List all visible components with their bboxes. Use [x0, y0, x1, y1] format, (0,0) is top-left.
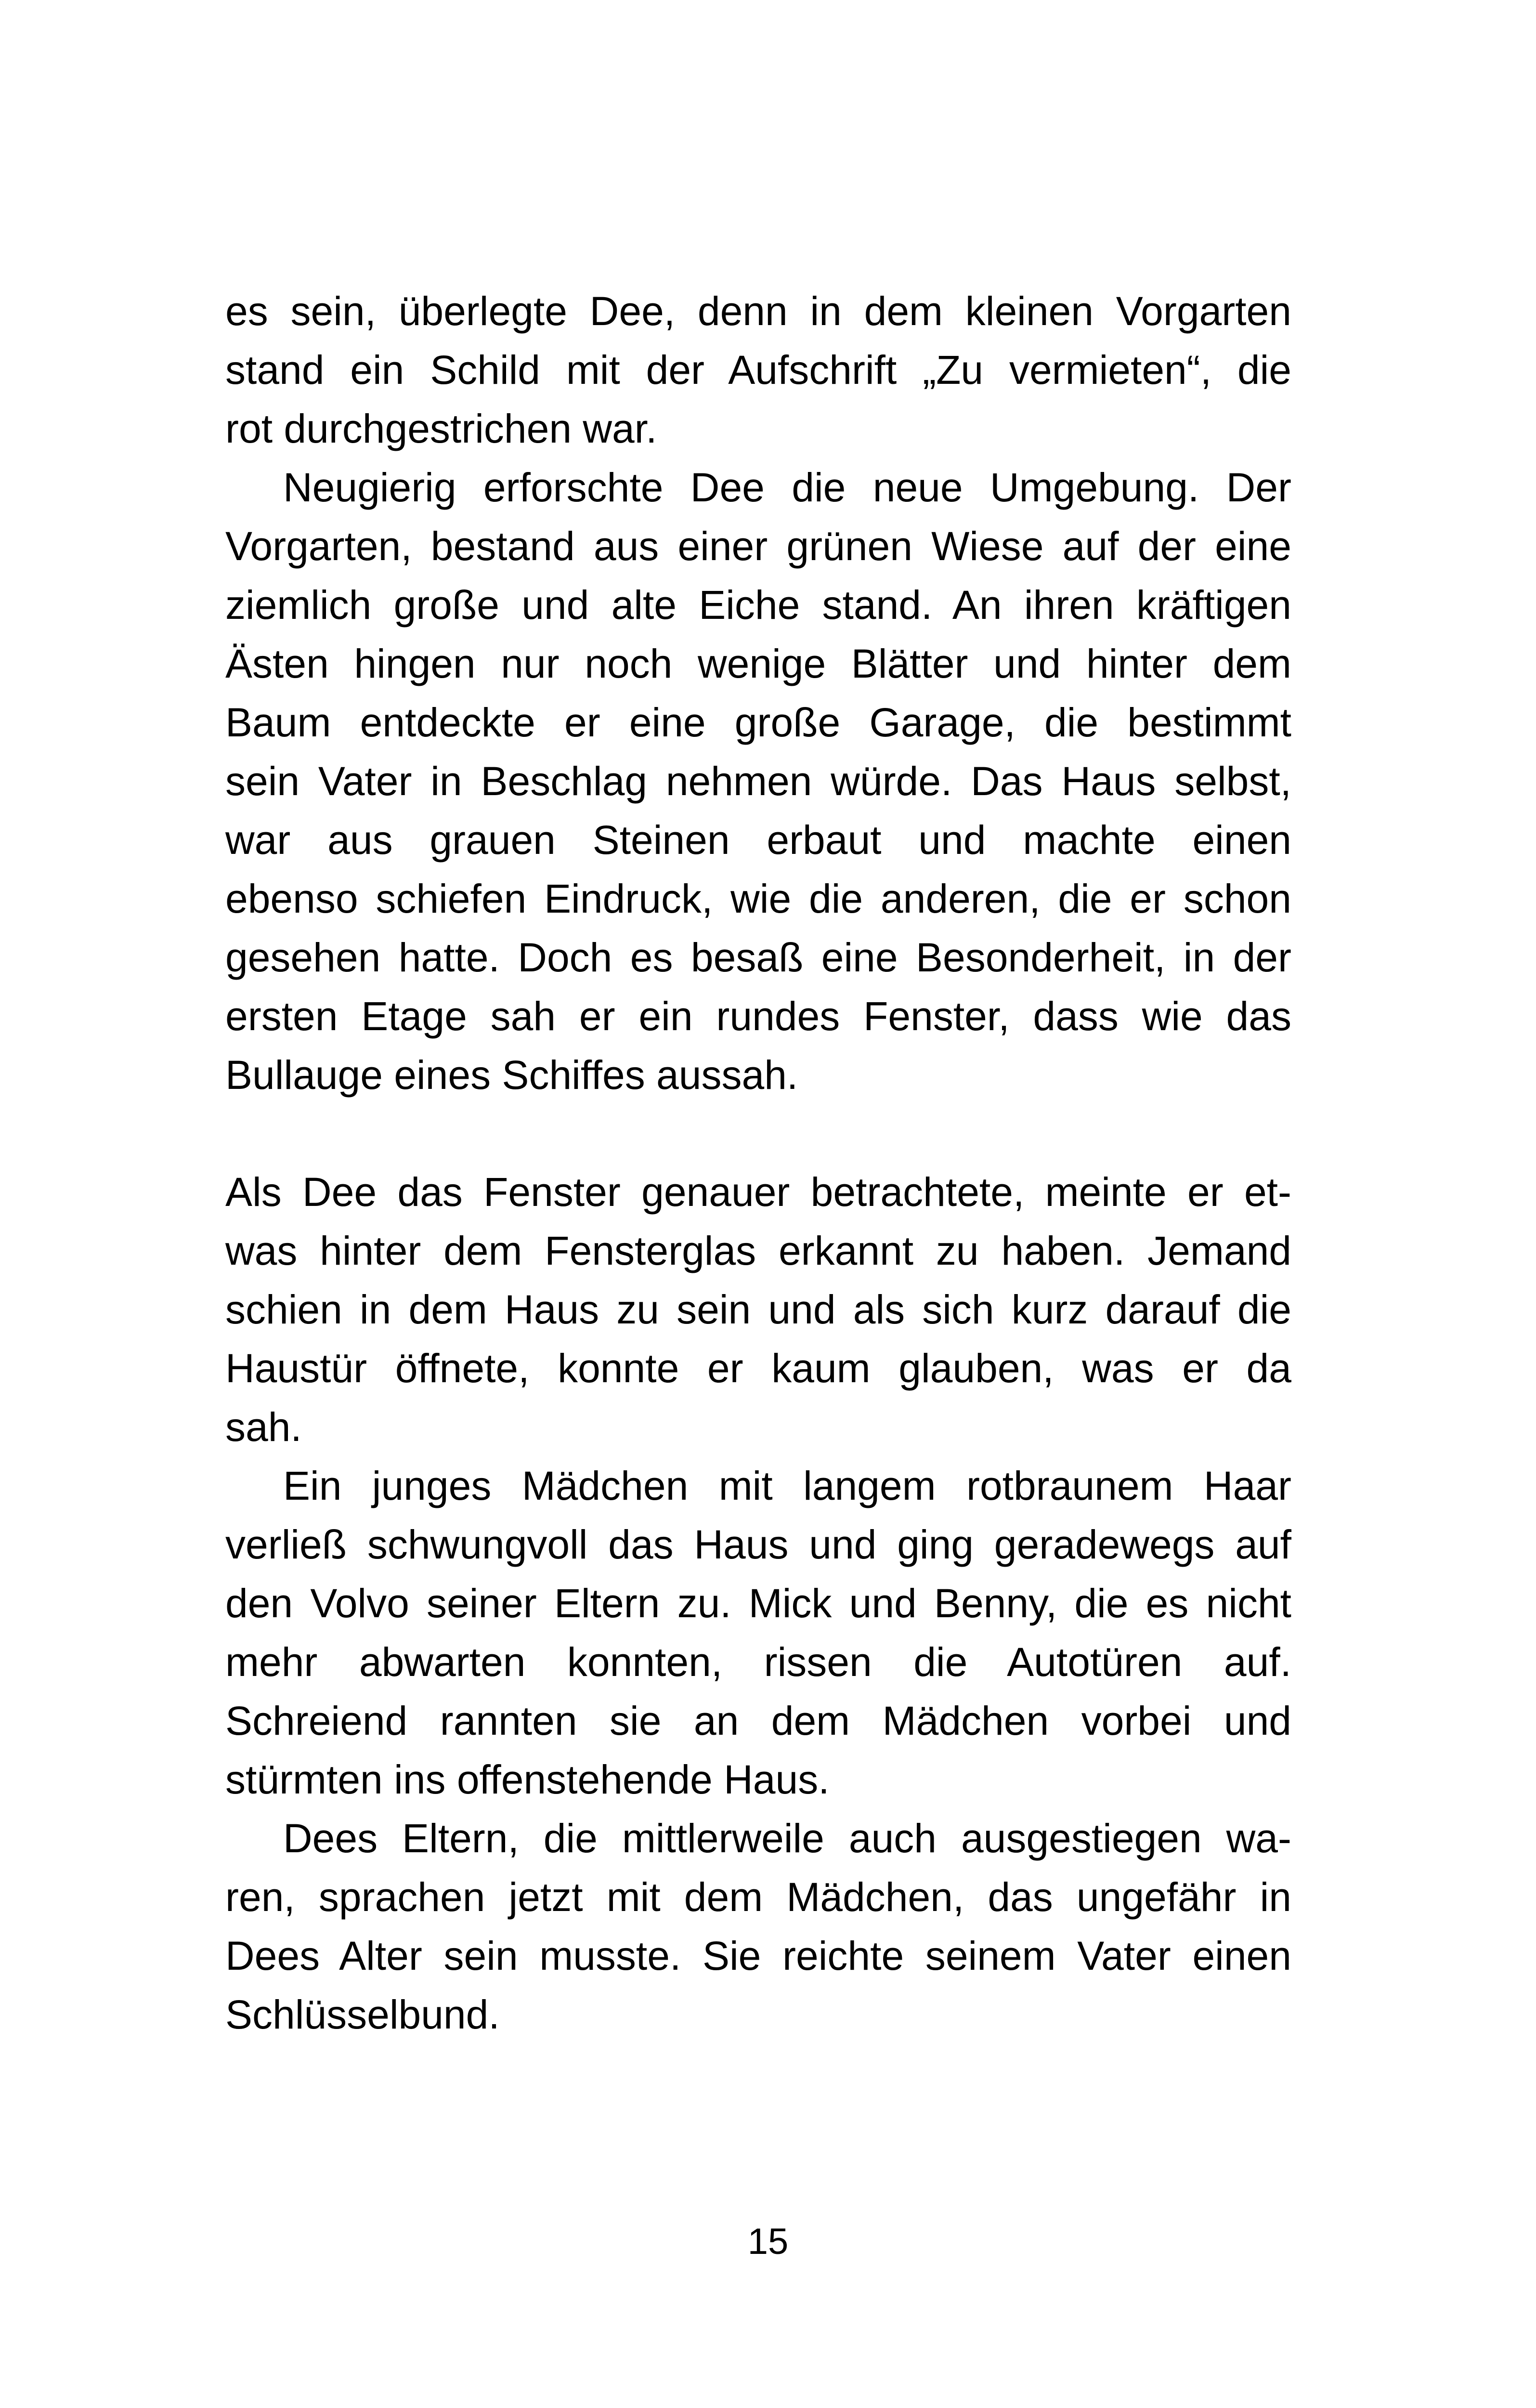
- text-line: sah.: [225, 1404, 302, 1450]
- body-text: [225, 282, 1291, 2044]
- paragraph-2: [225, 458, 1291, 1104]
- text-line: den Volvo seiner Eltern zu. Mick und Benny, die es nicht: [225, 1581, 1291, 1626]
- text-line: gesehen hatte. Doch es besaß eine Besonderheit, in der: [225, 935, 1291, 980]
- text-line: Dees Alter sein musste. Sie reichte seinem Vater einen: [225, 1933, 1291, 1978]
- paragraph-5: [225, 1809, 1291, 2044]
- text-line: Haustür öffnete, konnte er kaum glauben, was er da: [225, 1346, 1291, 1391]
- text-line: stürmten ins offenstehende Haus.: [225, 1757, 830, 1802]
- text-line: Baum entdeckte er eine große Garage, die bestimmt: [225, 700, 1291, 745]
- section-break: [225, 1104, 1291, 1163]
- text-line: schien in dem Haus zu sein und als sich kurz darauf die: [225, 1287, 1291, 1332]
- text-line: Ästen hingen nur noch wenige Blätter und hinter dem: [225, 641, 1291, 686]
- text-line: mehr abwarten konnten, rissen die Autotüren auf.: [225, 1639, 1291, 1685]
- text-line: rot durchgestrichen war.: [225, 406, 657, 451]
- text-line: war aus grauen Steinen erbaut und machte einen: [225, 817, 1291, 863]
- text-line: Schlüsselbund.: [225, 1992, 500, 2037]
- text-line: ersten Etage sah er ein rundes Fenster, dass wie das: [225, 994, 1291, 1039]
- text-line: sein Vater in Beschlag nehmen würde. Das Haus selbst,: [225, 759, 1291, 804]
- paragraph-1: [225, 282, 1291, 458]
- text-line: was hinter dem Fensterglas erkannt zu haben. Jemand: [225, 1228, 1291, 1273]
- text-line: Als Dee das Fenster genauer betrachtete, meinte er et-: [225, 1169, 1291, 1215]
- text-line: ren, sprachen jetzt mit dem Mädchen, das ungefähr in: [225, 1874, 1291, 1920]
- text-line: Ein junges Mädchen mit langem rotbraunem Haar: [283, 1463, 1291, 1508]
- text-line: Vorgarten, bestand aus einer grünen Wiese auf der eine: [225, 523, 1291, 569]
- text-line: ziemlich große und alte Eiche stand. An ihren kräftigen: [225, 582, 1291, 628]
- paragraph-4: [225, 1456, 1291, 1809]
- text-line: Neugierig erforschte Dee die neue Umgebung. Der: [283, 465, 1291, 510]
- text-line: verließ schwungvoll das Haus und ging geradewegs auf: [225, 1522, 1291, 1567]
- text-line: Schreiend rannten sie an dem Mädchen vorbei und: [225, 1698, 1291, 1743]
- text-line: Dees Eltern, die mittlerweile auch ausgestiegen wa-: [283, 1816, 1291, 1861]
- text-line: ebenso schiefen Eindruck, wie die anderen, die er schon: [225, 876, 1291, 921]
- paragraph-3: [225, 1163, 1291, 1456]
- text-line: stand ein Schild mit der Aufschrift „Zu vermieten“, die: [225, 347, 1291, 393]
- page-number: 15: [747, 2221, 789, 2262]
- text-line: es sein, überlegte Dee, denn in dem kleinen Vorgarten: [225, 288, 1291, 334]
- text-line: Bullauge eines Schiffes aussah.: [225, 1052, 798, 1098]
